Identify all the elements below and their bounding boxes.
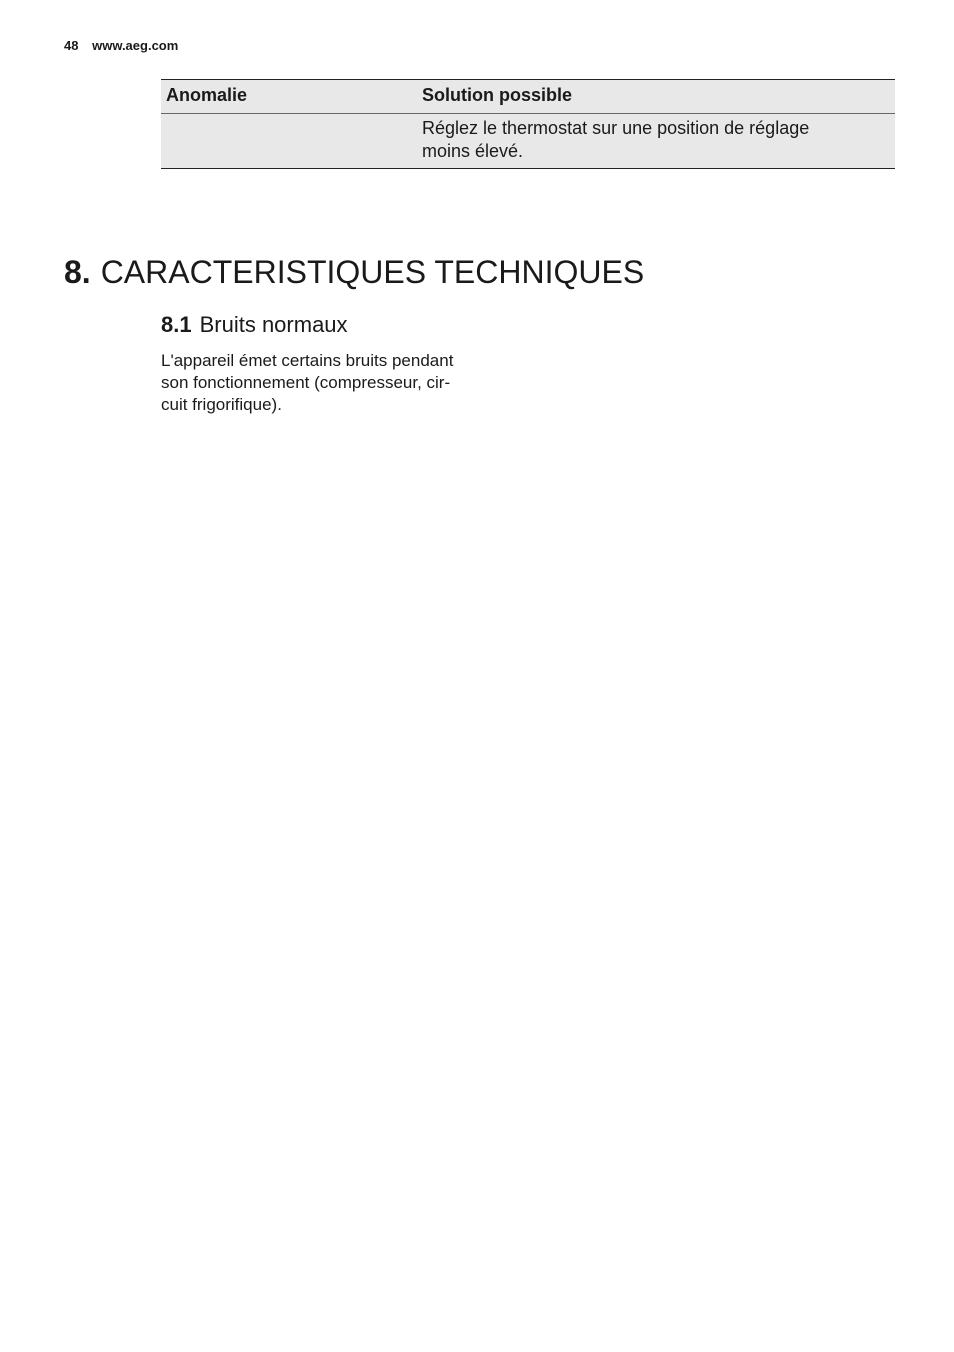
page-header bbox=[64, 38, 178, 53]
solution-line: Réglez le thermostat sur une position de réglage bbox=[422, 118, 810, 138]
table-header-row bbox=[161, 80, 895, 114]
page-number: 48 bbox=[64, 38, 79, 53]
table-row bbox=[161, 114, 895, 169]
section-title-text: CARACTERISTIQUES TECHNIQUES bbox=[100, 254, 645, 290]
subsection-title bbox=[161, 311, 348, 339]
column-header-solution: Solution possible bbox=[422, 85, 573, 105]
section-number: 8. bbox=[64, 254, 91, 290]
subsection-number: 8.1 bbox=[161, 312, 192, 337]
solution-line: moins élevé. bbox=[422, 141, 524, 161]
website-url: www.aeg.com bbox=[92, 38, 179, 53]
body-paragraph bbox=[161, 350, 506, 416]
troubleshooting-table bbox=[161, 79, 895, 169]
body-line: son fonctionnement (compresseur, cir- bbox=[161, 373, 451, 392]
body-line: L'appareil émet certains bruits pendant bbox=[161, 351, 454, 370]
table-cell-solution bbox=[422, 114, 895, 169]
section-title bbox=[64, 252, 644, 292]
subsection-title-text: Bruits normaux bbox=[199, 312, 348, 337]
column-header-anomaly: Anomalie bbox=[166, 85, 248, 105]
table-cell-anomaly bbox=[161, 114, 422, 169]
body-line: cuit frigorifique). bbox=[161, 395, 282, 414]
